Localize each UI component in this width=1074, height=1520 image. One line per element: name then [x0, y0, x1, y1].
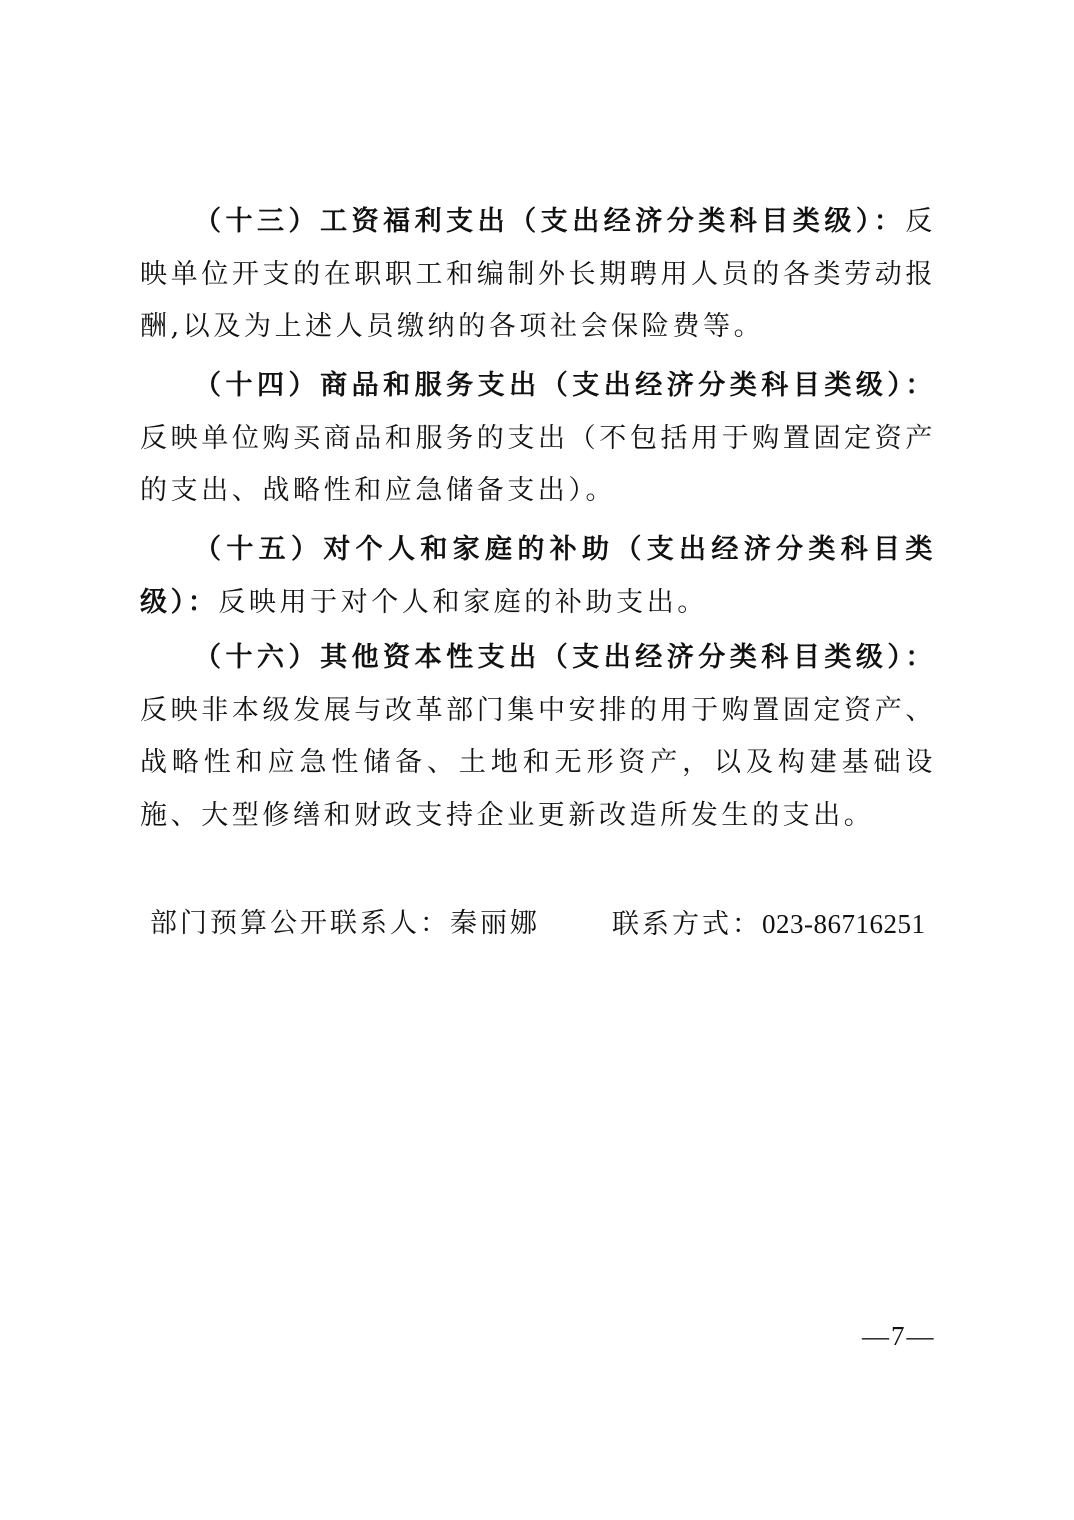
contact-person-label: 部门预算公开联系人： [150, 908, 450, 939]
paragraph-body: 反映单位购买商品和服务的支出（不包括用于购置固定资产的支出、战略性和应急储备支出）。 [140, 422, 936, 506]
paragraph-body: 反映单位开支的在职职工和编制外长期聘用人员的各类劳动报酬,以及为上述人员缴纳的各项社会保险费等。 [140, 206, 936, 342]
paragraph-body: 反映用于对个人和家庭的补助支出。 [218, 586, 708, 618]
contact-person-line [150, 900, 540, 948]
contact-phone-line [612, 900, 926, 949]
paragraph-household-subsidy [140, 524, 936, 629]
contact-phone-number: 023-86716251 [762, 909, 926, 939]
contact-phone-label: 联系方式： [612, 909, 762, 940]
paragraph-body: 反映非本级发展与改革部门集中安排的用于购置固定资产、战略性和应急性储备、土地和无形资产，以及构建基础设施、大型修缮和财政支持企业更新改造所发生的支出。 [140, 694, 936, 831]
paragraph-heading: （十三）工资福利支出（支出经济分类科目类级）： [194, 206, 906, 237]
paragraph-heading: （十四）商品和服务支出（支出经济分类科目类级）： [194, 370, 936, 401]
page-number: —7— [862, 1321, 936, 1351]
paragraph-heading: （十五）对个人和家庭的补助（支出经济分类科目类级）： [140, 534, 936, 618]
paragraph-other-capital-expenditure [140, 632, 936, 842]
paragraph-goods-services-expenditure [140, 360, 936, 518]
paragraph-wage-welfare-expenditure [140, 196, 936, 354]
contact-person-name: 秦丽娜 [450, 908, 540, 939]
paragraph-heading: （十六）其他资本性支出（支出经济分类科目类级）： [194, 642, 936, 673]
